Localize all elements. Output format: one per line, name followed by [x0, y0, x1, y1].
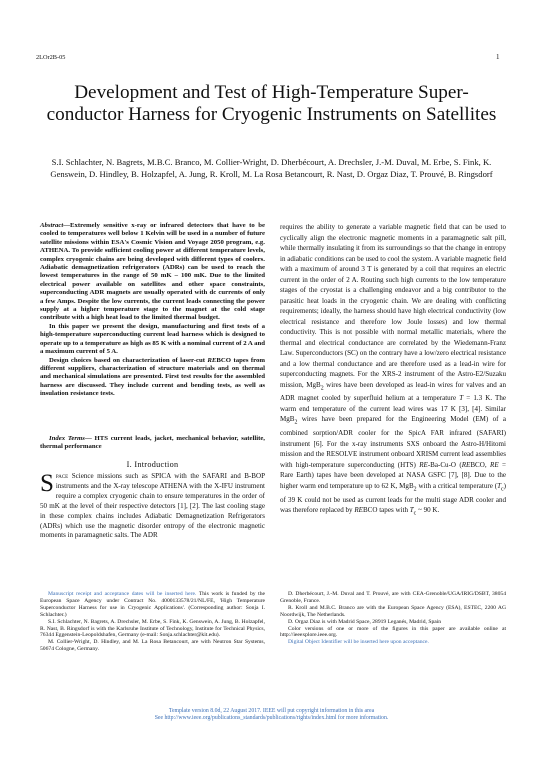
introduction-paragraph: Space Science missions such as SPICA with the SAFARI and B-BOP instruments and the X-ray telescope ATHENA with the X-IFU instrument require a complex cryogenic chain to ensure temperatures in the order of 50 mK at the level of their respective detectors [1], [2]. The last cooling stage in these complex chains includes Adiabatic Demagnetization Refrigerators (ADRs) which use the magnetic disorder entropy of the electronic magnetic moments in paramagnetic salts. The ADR: [40, 470, 265, 540]
abstract-lead: Abstract: [40, 222, 64, 229]
footer-line-2: See http://www.ieee.org/publications_standards/publications/rights/index.html for more information.: [154, 715, 389, 721]
footnote-affiliation-esa: R. Kroll and M.B.C. Branco are with the European Space Agency (ESA), ESTEC, 2200 AG Noordwijk, The Netherlands.: [280, 604, 506, 618]
paper-title: Development and Test of High-Temperature Super-conductor Harness for Cryogenic Instruments on Satellites: [46, 82, 497, 126]
footnote-doi: Digital Object Identifier will be inserted here upon acceptance.: [288, 639, 429, 646]
footnote-color-versions: Color versions of one or more of the figures in this paper are available online at http://ieeexplore.ieee.org.: [280, 625, 506, 639]
abstract-paragraph-3: Design choices based on characterization of laser-cut REBCO tapes from different suppliers, characterization of structure materials and on thermal and mechanical simulations are presented. First test results for the assembled harness are discussed. They include current and bending tests, as well as insulation resistance tests.: [40, 356, 265, 398]
index-terms-lead: Index Terms: [49, 435, 85, 442]
header-code: 2LOr2B-05: [36, 54, 66, 61]
template-footer: [40, 708, 503, 722]
abstract-paragraph-2: In this paper we present the design, manufacturing and first tests of a high-temperature superconducting current lead harness which is designed to operate up to a temperature as high as 85 K with a nominal current of 2 A and a maximum current of 5 A.: [40, 322, 265, 356]
footnote-affiliation-nss: M. Collier-Wright, D. Hindley, and M. La Rosa Betancourt, are with Neutron Star Systems, 50674 Cologne, Germany.: [40, 639, 265, 653]
right-column-body: requires the ability to generate a variable magnetic field that can be used to cyclically align the electronic magnetic moments in a paramagnetic salt pill, while thermally insulating it from its surroundings so that the change in entropy in adiabatic conditions can be used to cool the system. A variable magnetic field with a maximum of around 3 T is generated by a coil that requires an electric current in the order of 2 A. Routing such high currents to the low temperature stages of the cryostat is a challenging endeavor and a big contributor to the parasitic heat loads in the cryogenic chain. We are dealing with conflicting requirements; ideally, the harness should have high electrical conductivity (low electrical resistance and therefore low Joule losses) and low thermal conductivity. This is not possible with normal metallic materials, where the thermal and electrical conductance are correlated by the Wiedemann-Franz Law. Superconductors (SC) on the contrary have a low/zero electrical resistance and a low thermal conductance and are therefore used as a lead-in wire for superconducting magnets. For the XRS-2 instrument of the Astro-E2/Suzaku mission, MgB$_2$ wires have been developed as lead-in wires for valves and an ADR magnet cooled by superfluid helium at a temperature T = 1.3 K. The warm end temperature of the current lead wires was 17 K [3], [4]. Similar MgB$_2$ wires have been prepared for the Engineering Model (EM) of a combined sorption/ADR cooler for the SpicA FAR infrared (SAFARI) instrument [6]. For the x-ray instruments SXS onboard the Astro-H/Hitomi mission and the RESOLVE instrument onboard XRISM current lead assemblies with high-temperature superconducting (HTS) RE-Ba-Cu-O (REBCO, RE = Rare Earth) tapes have been developed at NASA GSFC [7], [8]. Due to the higher warm end temperature up to 62 K, MgB$_2$ with a critical temperature $(T_c)$ of 39 K could not be used as current leads for the multi stage ADR cooler and was therefore replaced by REBCO tapes with $T_c$ ~ 90 K.: [280, 223, 507, 517]
page-number: 1: [496, 53, 500, 61]
index-terms: Index Terms— HTS current leads, jacket, mechanical behavior, satellite, thermal performance: [40, 435, 265, 451]
section-heading: I. Introduction: [126, 460, 179, 469]
footnotes-left: [40, 591, 265, 653]
footnote-affiliation-madrid: D. Orgaz Diaz is with Madrid Space, 28919 Leganés, Madrid, Spain: [288, 618, 442, 625]
drop-cap: S: [40, 470, 54, 497]
author-list: S.I. Schlachter, N. Bagrets, M.B.C. Branco, M. Collier-Wright, D. Dherbécourt, A. Drechsler, J.-M. Duval, M. Erbe, S. Fink, K. Genswein, D. Hindley, B. Holzapfel, A. Jung, R. Kroll, M. La Rosa Betancourt, R. Nast, D. Orgaz Diaz, T. Prouvé, B. Ringsdorf: [50, 157, 493, 179]
footnote-affiliation-cea: D. Dherbécourt, J.-M. Duval and T. Prouvé, are with CEA-Grenoble/UGA/IRIG/DSBT, 38054 Grenoble, France.: [280, 591, 506, 604]
footnote-funding: Manuscript receipt and acceptance dates will be inserted here. This work is funded by the European Space Agency under Contract No. 4000133578/21/NL/FE, 'High Temperature Superconductor Harness for use in Cryogenic Applications'. (Corresponding author: Sonja I. Schlachter.): [40, 591, 265, 618]
footer-line-1: Template version 8.0d, 22 August 2017. IEEE will put copyright information in this area: [168, 708, 375, 714]
abstract-paragraph-1: Abstract—Extremely sensitive x-ray or infrared detectors that have to be cooled to temperatures well below 1 Kelvin will be used in a number of future satellite missions within ESA's Cosmic Vision and Voyage 2050 program, e.g. ATHENA. To provide sufficient cooling power at different temperature levels, complex cryogenic chains are being developed with different types of coolers. Adiabatic demagnetization refrigerators (ADRs) can be used to reach the lowest temperatures in the range of 50 mK – 100 mK. Due to the limited electrical power available on satellites and other space constraints, superconducting ADR magnets are usually operated with dc currents of only a few Amps. Despite the low currents, the current leads connecting the power supply at a higher temperature stage to the magnet at the cold stage contribute with a high heat load to the limited thermal budget.: [40, 222, 265, 322]
abstract: [40, 222, 265, 399]
footnotes-right: [280, 591, 506, 646]
footnote-affiliation-kit: S.I. Schlachter, N. Bagrets, A. Drechsler, M. Erbe, S. Fink, K. Genswein, A. Jung, B. Holzapfel, R. Nast, B. Ringsdorf is with the Karlsruhe Institute of Technology, Institute for Technical Physics, 76344 Eggenstein-Leopoldshafen, Germany (e-mail: Sonja.schlachter@kit.edu).: [40, 618, 265, 639]
